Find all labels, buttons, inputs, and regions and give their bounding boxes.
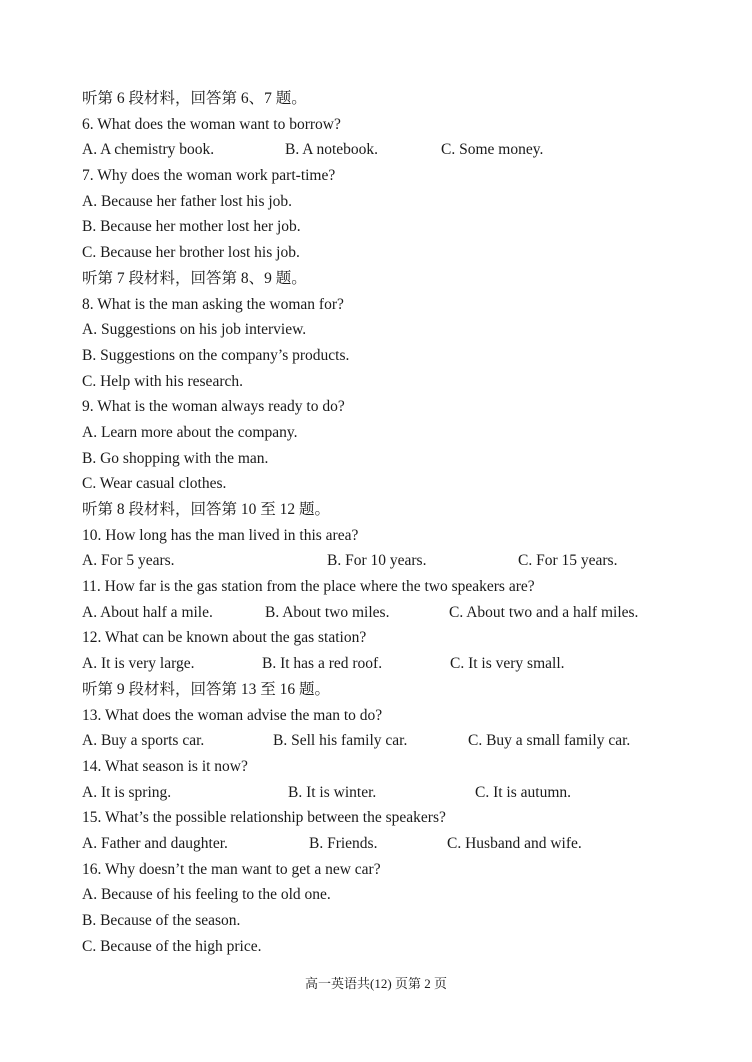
option-c: C. About two and a half miles. (449, 603, 639, 621)
question-14: 14. What season is it now? (82, 757, 248, 775)
option-b: B. A notebook. (285, 141, 379, 159)
option-b: B. Go shopping with the man. (82, 449, 269, 467)
options-row-q14 (82, 780, 682, 806)
question-11: 11. How far is the gas station from the place where the two speakers are? (82, 578, 535, 596)
option-c: C. Because her brother lost his job. (82, 244, 300, 262)
option-a: A. A chemistry book. (82, 141, 215, 159)
options-row-q12 (82, 651, 682, 677)
section-heading: 听第 8 段材料，回答第 10 至 12 题。 (82, 501, 331, 518)
question-12: 12. What can be known about the gas station? (82, 629, 367, 647)
option-b: B. Suggestions on the company’s products. (82, 346, 350, 364)
question-8: 8. What is the man asking the woman for? (82, 295, 344, 313)
option-c: C. Wear casual clothes. (82, 475, 227, 493)
option-a: A. It is spring. (82, 783, 172, 801)
question-10: 10. How long has the man lived in this area? (82, 526, 359, 544)
options-row-q15 (82, 831, 682, 857)
option-b: B. It is winter. (288, 783, 377, 801)
section-heading: 听第 9 段材料，回答第 13 至 16 题。 (82, 680, 331, 698)
option-b: B. Friends. (309, 834, 378, 852)
option-b: B. Because her mother lost her job. (82, 218, 301, 236)
option-a: A. Suggestions on his job interview. (82, 321, 307, 339)
options-row-q10 (82, 548, 682, 574)
question-16: 16. Why doesn’t the man want to get a new car? (82, 860, 381, 878)
question-13: 13. What does the woman advise the man to do? (82, 706, 383, 724)
section-heading: 听第 6 段材料，回答第 6、7 题。 (82, 90, 307, 107)
option-b: B. For 10 years. (327, 552, 427, 570)
option-b: B. Sell his family car. (273, 732, 408, 750)
options-row-q11 (82, 600, 682, 626)
option-a: A. Father and daughter. (82, 834, 228, 852)
option-a: A. Learn more about the company. (82, 423, 298, 441)
question-15: 15. What’s the possible relationship between the speakers? (82, 809, 446, 827)
option-a: A. About half a mile. (82, 603, 213, 621)
options-row-q6 (82, 137, 682, 163)
section-heading: 听第 7 段材料，回答第 8、9 题。 (82, 269, 307, 287)
question-6: 6. What does the woman want to borrow? (82, 115, 341, 133)
option-c: C. For 15 years. (518, 552, 618, 570)
option-b: B. It has a red roof. (262, 655, 383, 673)
page-footer: 高一英语共(12) 页第 2 页 (305, 976, 447, 991)
option-a: A. It is very large. (82, 655, 195, 673)
option-a: A. Because her father lost his job. (82, 192, 293, 210)
option-c: C. It is autumn. (475, 783, 572, 801)
option-a: A. Buy a sports car. (82, 732, 205, 750)
option-c: C. Buy a small family car. (468, 732, 631, 750)
question-7: 7. Why does the woman work part-time? (82, 167, 336, 185)
option-c: C. It is very small. (450, 655, 565, 673)
options-row-q13 (82, 728, 682, 754)
option-a: A. Because of his feeling to the old one. (82, 886, 331, 904)
question-9: 9. What is the woman always ready to do? (82, 398, 345, 416)
option-c: C. Help with his research. (82, 372, 243, 390)
option-b: B. Because of the season. (82, 912, 241, 929)
option-a: A. For 5 years. (82, 552, 175, 570)
option-c: C. Husband and wife. (447, 834, 582, 852)
option-c: C. Because of the high price. (82, 937, 262, 955)
option-c: C. Some money. (441, 141, 544, 159)
page-content (82, 86, 682, 959)
option-b: B. About two miles. (265, 603, 390, 621)
